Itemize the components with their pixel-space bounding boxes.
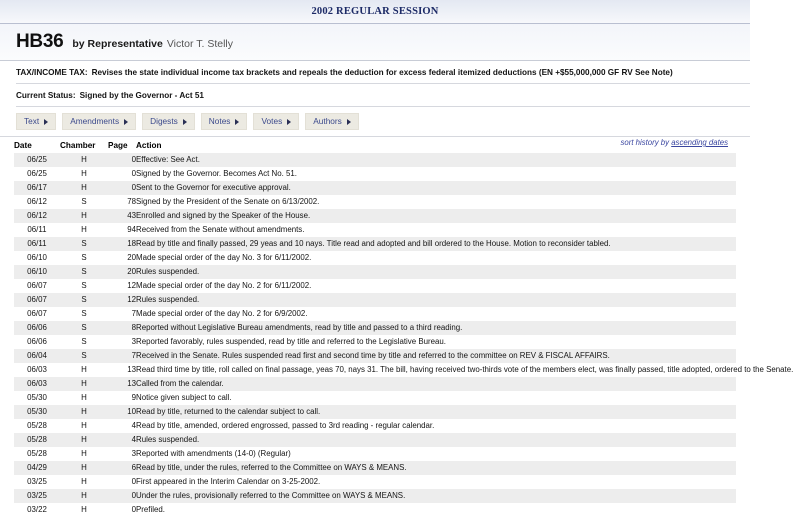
history-cell-page: 20: [108, 265, 136, 279]
history-cell-chamber: S: [60, 237, 108, 251]
bill-document-nav: [0, 107, 750, 137]
table-row: [14, 391, 736, 405]
table-row: [14, 475, 736, 489]
history-cell-date: 06/03: [14, 363, 60, 377]
history-cell-action: Read by title, amended, ordered engrossed, passed to 3rd reading - regular calendar.: [136, 419, 736, 433]
bill-subject-row: [16, 61, 750, 84]
history-cell-date: 05/28: [14, 447, 60, 461]
history-cell-chamber: H: [60, 209, 108, 223]
column-header-date[interactable]: Date: [14, 137, 60, 153]
history-cell-action: Under the rules, provisionally referred to the Committee on WAYS & MEANS.: [136, 489, 736, 503]
table-row: [14, 209, 736, 223]
nav-item-label: Digests: [150, 116, 178, 126]
history-cell-chamber: H: [60, 223, 108, 237]
table-row: [14, 349, 736, 363]
history-cell-chamber: S: [60, 293, 108, 307]
table-row: [14, 335, 736, 349]
bill-header: [0, 24, 750, 61]
history-cell-page: 18: [108, 237, 136, 251]
history-cell-page: 10: [108, 405, 136, 419]
history-cell-chamber: S: [60, 349, 108, 363]
history-cell-page: 0: [108, 503, 136, 517]
table-row: [14, 433, 736, 447]
current-status-row: [16, 84, 750, 107]
current-status-label: Current Status:: [16, 91, 76, 100]
history-cell-chamber: H: [60, 405, 108, 419]
table-row: [14, 307, 736, 321]
history-cell-action: Made special order of the day No. 2 for 6/9/2002.: [136, 307, 736, 321]
history-cell-date: 06/10: [14, 265, 60, 279]
table-row: [14, 237, 736, 251]
history-cell-page: 0: [108, 489, 136, 503]
table-row: [14, 293, 736, 307]
history-cell-chamber: H: [60, 363, 108, 377]
history-cell-action: Rules suspended.: [136, 265, 736, 279]
history-cell-action: First appeared in the Interim Calendar on 3-25-2002.: [136, 475, 736, 489]
history-cell-page: 6: [108, 461, 136, 475]
history-cell-date: 06/03: [14, 377, 60, 391]
table-body: [14, 153, 793, 517]
table-row: [14, 503, 736, 517]
history-cell-date: 06/06: [14, 335, 60, 349]
table-row: [14, 279, 736, 293]
session-banner: [0, 0, 750, 24]
history-cell-chamber: S: [60, 321, 108, 335]
history-cell-chamber: H: [60, 475, 108, 489]
bill-history-section: [0, 137, 793, 517]
table-row: [14, 223, 736, 237]
history-cell-chamber: S: [60, 307, 108, 321]
history-cell-page: 12: [108, 279, 136, 293]
history-cell-chamber: S: [60, 265, 108, 279]
current-status-text: Signed by the Governor - Act 51: [79, 91, 204, 100]
history-cell-date: 06/25: [14, 167, 60, 181]
table-row: [14, 251, 736, 265]
history-cell-action: Sent to the Governor for executive approval.: [136, 181, 736, 195]
history-cell-date: 05/30: [14, 391, 60, 405]
history-cell-date: 05/30: [14, 405, 60, 419]
caret-right-icon: [235, 119, 239, 125]
history-cell-page: 13: [108, 363, 136, 377]
bill-subject-text: Revises the state individual income tax brackets and repeals the deduction for excess federal itemized deductions (EN +$55,000,000 GF RV See Note): [91, 68, 673, 77]
nav-item-label: Authors: [313, 116, 342, 126]
bill-author-name: Victor T. Stelly: [166, 38, 233, 50]
history-cell-chamber: H: [60, 377, 108, 391]
bill-number: HB36: [16, 31, 64, 52]
history-cell-action: Rules suspended.: [136, 293, 736, 307]
history-cell-chamber: H: [60, 167, 108, 181]
history-cell-page: 4: [108, 419, 136, 433]
history-cell-page: 4: [108, 433, 136, 447]
history-cell-action: Rules suspended.: [136, 433, 736, 447]
nav-item-text[interactable]: [16, 113, 56, 130]
nav-item-notes[interactable]: [201, 113, 248, 130]
sort-history-link[interactable]: [621, 138, 729, 147]
table-row: [14, 363, 736, 377]
caret-right-icon: [183, 119, 187, 125]
table-row: [14, 405, 736, 419]
history-cell-action: Signed by the Governor. Becomes Act No. 51.: [136, 167, 736, 181]
nav-item-votes[interactable]: [253, 113, 299, 130]
history-cell-date: 06/10: [14, 251, 60, 265]
history-cell-date: 06/11: [14, 223, 60, 237]
history-cell-date: 06/25: [14, 153, 60, 167]
history-cell-date: 06/12: [14, 195, 60, 209]
history-cell-page: 7: [108, 307, 136, 321]
history-cell-chamber: S: [60, 279, 108, 293]
session-title: 2002 REGULAR SESSION: [311, 6, 439, 17]
table-row: [14, 167, 736, 181]
history-cell-chamber: H: [60, 461, 108, 475]
sort-history-prefix: sort history by: [620, 138, 672, 147]
history-cell-action: Made special order of the day No. 2 for 6/11/2002.: [136, 279, 736, 293]
history-cell-action: Read by title, returned to the calendar subject to call.: [136, 405, 736, 419]
table-row: [14, 489, 736, 503]
table-row: [14, 461, 736, 475]
table-row: [14, 153, 736, 167]
history-cell-action: Signed by the President of the Senate on 6/13/2002.: [136, 195, 736, 209]
caret-right-icon: [124, 119, 128, 125]
history-cell-page: 3: [108, 335, 136, 349]
history-cell-action: Reported with amendments (14-0) (Regular): [136, 447, 736, 461]
history-cell-page: 3: [108, 447, 136, 461]
nav-item-authors[interactable]: [305, 113, 359, 130]
history-cell-action: Read by title, under the rules, referred to the Committee on WAYS & MEANS.: [136, 461, 736, 475]
history-cell-page: 0: [108, 153, 136, 167]
history-cell-date: 06/17: [14, 181, 60, 195]
nav-item-amendments[interactable]: [62, 113, 136, 130]
table-row: [14, 377, 736, 391]
caret-right-icon: [44, 119, 48, 125]
table-row: [14, 181, 736, 195]
history-cell-chamber: H: [60, 181, 108, 195]
history-cell-chamber: H: [60, 391, 108, 405]
bill-subject-label: TAX/INCOME TAX:: [16, 68, 88, 77]
history-cell-date: 06/12: [14, 209, 60, 223]
nav-item-label: Text: [24, 116, 40, 126]
nav-item-label: Votes: [261, 116, 283, 126]
history-cell-date: 06/07: [14, 279, 60, 293]
history-cell-date: 06/07: [14, 307, 60, 321]
column-header-action[interactable]: Action: [136, 137, 736, 153]
history-cell-date: 05/28: [14, 433, 60, 447]
history-cell-page: 94: [108, 223, 136, 237]
history-cell-action: Notice given subject to call.: [136, 391, 736, 405]
history-cell-date: 06/11: [14, 237, 60, 251]
nav-item-digests[interactable]: [142, 113, 195, 130]
history-cell-chamber: H: [60, 489, 108, 503]
history-cell-action: Effective: See Act.: [136, 153, 736, 167]
history-cell-action: Read third time by title, roll called on final passage, yeas 70, nays 31. The bill, having received two-thirds vote of the members elect, was finally passed, title adopted, ordered to the Senate.: [136, 363, 736, 377]
history-cell-chamber: H: [60, 503, 108, 517]
history-cell-action: Enrolled and signed by the Speaker of the House.: [136, 209, 736, 223]
history-cell-page: 8: [108, 321, 136, 335]
bill-title-line: [16, 31, 750, 53]
history-cell-date: 03/22: [14, 503, 60, 517]
history-cell-page: 43: [108, 209, 136, 223]
history-cell-action: Called from the calendar.: [136, 377, 736, 391]
history-cell-date: 06/04: [14, 349, 60, 363]
history-cell-page: 7: [108, 349, 136, 363]
history-cell-page: 20: [108, 251, 136, 265]
column-header-page[interactable]: Page: [108, 137, 136, 153]
table-row: [14, 419, 736, 433]
history-cell-action: Reported without Legislative Bureau amendments, read by title and passed to a third reading.: [136, 321, 736, 335]
table-row: [14, 265, 736, 279]
history-cell-chamber: H: [60, 153, 108, 167]
sort-history-order-link[interactable]: ascending dates: [671, 138, 728, 147]
nav-item-label: Amendments: [70, 116, 120, 126]
bill-history-table: [14, 137, 793, 517]
history-cell-action: Read by title and finally passed, 29 yeas and 10 nays. Title read and adopted and bill ordered to the House. Motion to reconsider tabled.: [136, 237, 736, 251]
history-cell-chamber: H: [60, 447, 108, 461]
history-cell-date: 06/07: [14, 293, 60, 307]
column-header-chamber[interactable]: Chamber: [60, 137, 108, 153]
history-cell-chamber: S: [60, 335, 108, 349]
history-cell-date: 05/28: [14, 419, 60, 433]
history-cell-action: Reported favorably, rules suspended, read by title and referred to the Legislative Bureau.: [136, 335, 736, 349]
history-cell-chamber: S: [60, 195, 108, 209]
history-cell-page: 13: [108, 377, 136, 391]
history-cell-date: 03/25: [14, 475, 60, 489]
history-cell-page: 0: [108, 181, 136, 195]
history-cell-date: 04/29: [14, 461, 60, 475]
table-row: [14, 195, 736, 209]
table-row: [14, 321, 736, 335]
history-cell-action: Made special order of the day No. 3 for 6/11/2002.: [136, 251, 736, 265]
summary-block: [0, 61, 750, 107]
history-cell-chamber: H: [60, 419, 108, 433]
history-cell-page: 0: [108, 475, 136, 489]
caret-right-icon: [287, 119, 291, 125]
history-cell-chamber: S: [60, 251, 108, 265]
history-cell-date: 06/06: [14, 321, 60, 335]
caret-right-icon: [347, 119, 351, 125]
history-cell-chamber: H: [60, 433, 108, 447]
table-row: [14, 447, 736, 461]
history-cell-page: 0: [108, 167, 136, 181]
history-cell-date: 03/25: [14, 489, 60, 503]
bill-by-label: by Representative: [72, 38, 163, 50]
history-cell-action: Received from the Senate without amendments.: [136, 223, 736, 237]
history-cell-page: 12: [108, 293, 136, 307]
history-cell-page: 9: [108, 391, 136, 405]
history-cell-page: 78: [108, 195, 136, 209]
history-cell-action: Received in the Senate. Rules suspended read first and second time by title and referred to the committee on REV & FISCAL AFFAIRS.: [136, 349, 736, 363]
history-cell-action: Prefiled.: [136, 503, 736, 517]
nav-item-label: Notes: [208, 116, 231, 126]
